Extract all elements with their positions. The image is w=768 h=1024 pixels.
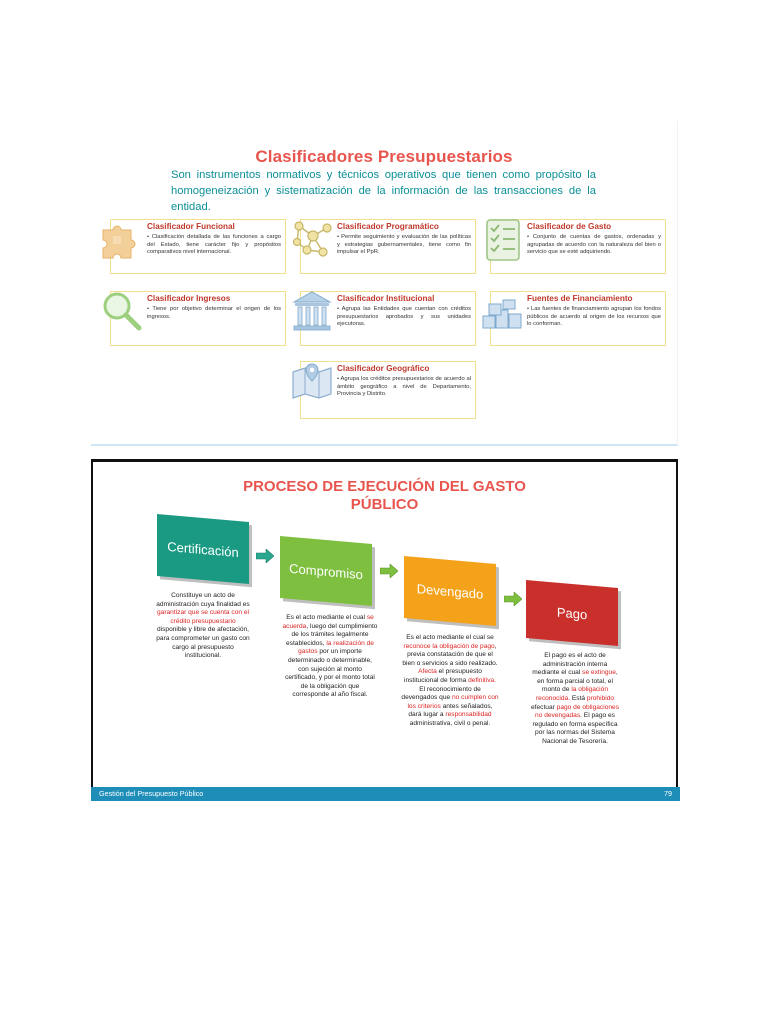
card-financiamiento bbox=[490, 291, 666, 346]
slide1-subtitle: Son instrumentos normativos y técnicos operativos que tienen como propósito la homogeneización y sistematización de la información de las transacciones de la entidad. bbox=[171, 169, 596, 213]
magnifier-icon bbox=[99, 288, 145, 334]
card-title: Clasificador Ingresos bbox=[147, 294, 231, 303]
card-title: Clasificador Institucional bbox=[337, 294, 435, 303]
card-title: Fuentes de Financiamiento bbox=[527, 294, 633, 303]
card-gasto bbox=[490, 219, 666, 274]
coins-icon bbox=[479, 288, 525, 334]
page-number: 79 bbox=[664, 789, 672, 798]
desc-compromiso: Es el acto mediante el cual se acuerda, luego del cumplimiento de los trámites legalmente establecidos, la realización de gastos por un importe determinado o determinable, con sujeción al monto certificado, y por el monto total de la obligación que corresponde al año fiscal. bbox=[282, 614, 378, 699]
desc-devengado: Es el acto mediante el cual se reconoce la obligación de pago, previa constatación de que el bien o servicios a sido realizado. Afecta el presupuesto institucional de forma definitiva. El reconocimiento de devengados que no cumplen con los criterios antes señalados, dará lugar a responsabilidad administrativa, civil o penal. bbox=[401, 634, 499, 727]
arrow-right-icon bbox=[504, 592, 522, 606]
checklist-icon bbox=[479, 216, 525, 262]
step-devengado bbox=[404, 556, 496, 626]
card-title: Clasificador Funcional bbox=[147, 222, 235, 231]
card-desc: • Clasificación detallada de las funciones a cargo del Estado, tiene carácter fijo y propósitos comparativos nivel internacional. bbox=[147, 234, 281, 256]
desc-certificacion: Constituye un acto de administración cuya finalidad es garantizar que se cuenta con el crédito presupuestario disponible y libre de afectación, para comprometer un gasto con cargo al presupuesto institucional. bbox=[156, 592, 250, 660]
card-ingresos bbox=[110, 291, 286, 346]
card-desc: • Agrupa los créditos presupuestarios de acuerdo al ámbito geográfico a nivel de Departamento, Provincia y Distrito. bbox=[337, 376, 471, 398]
slide1-title: Clasificadores Presupuestarios bbox=[255, 147, 513, 166]
card-desc: • Conjunto de cuentas de gastos, ordenadas y agrupadas de acuerdo con la naturaleza del bien o servicio que se esté adquiriendo. bbox=[527, 234, 661, 256]
footer-text: Gestión del Presupuesto Público bbox=[99, 789, 204, 798]
slide2-title-line2: PÚBLICO bbox=[350, 496, 419, 513]
step-certificacion bbox=[157, 514, 249, 584]
card-funcional bbox=[110, 219, 286, 274]
slide-clasificadores bbox=[91, 121, 678, 446]
puzzle-icon bbox=[99, 216, 145, 262]
network-icon bbox=[289, 216, 335, 262]
step-label: Pago bbox=[556, 604, 588, 622]
arrow-right-icon bbox=[256, 549, 274, 563]
card-desc: • Permite seguimiento y evaluación de las políticas y estrategias gubernamentales, tiene como fin impulsar el PpR. bbox=[337, 234, 471, 256]
card-desc: • Tiene por objetivo determinar el origen de los ingresos. bbox=[147, 306, 281, 320]
arrow-right-icon bbox=[380, 564, 398, 578]
card-title: Clasificador Geográfico bbox=[337, 364, 430, 373]
slide2-title-line1: PROCESO DE EJECUCIÓN DEL GASTO bbox=[243, 478, 526, 495]
card-institucional bbox=[300, 291, 476, 346]
card-programatico bbox=[300, 219, 476, 274]
slide-footer bbox=[91, 787, 680, 801]
card-title: Clasificador de Gasto bbox=[527, 222, 612, 231]
card-geografico bbox=[300, 361, 476, 419]
card-desc: • Las fuentes de financiamiento agrupan los fondos públicos de acuerdo al origen de los recursos que lo conforman. bbox=[527, 306, 661, 328]
slide-proceso-ejecucion bbox=[91, 459, 678, 801]
step-compromiso bbox=[280, 536, 372, 606]
map-icon bbox=[289, 358, 335, 404]
slide2-title bbox=[93, 478, 676, 514]
step-label: Devengado bbox=[416, 580, 484, 602]
card-desc: • Agrupa las Entidades que cuentan con créditos presupuestarios aprobados y sus unidades ejecutoras. bbox=[337, 306, 471, 328]
step-label: Compromiso bbox=[289, 560, 363, 582]
desc-pago: El pago es el acto de administración interna mediante el cual se extingue, en forma parcial o total, el monto de la obligación reconocida. Está prohibido efectuar pago de obligaciones no devengadas. El pago es regulado en forma específica por las normas del Sistema Nacional de Tesorería. bbox=[531, 652, 619, 745]
step-pago bbox=[526, 580, 618, 646]
step-label: Certificación bbox=[167, 538, 239, 560]
institution-icon bbox=[289, 288, 335, 334]
card-title: Clasificador Programático bbox=[337, 222, 439, 231]
